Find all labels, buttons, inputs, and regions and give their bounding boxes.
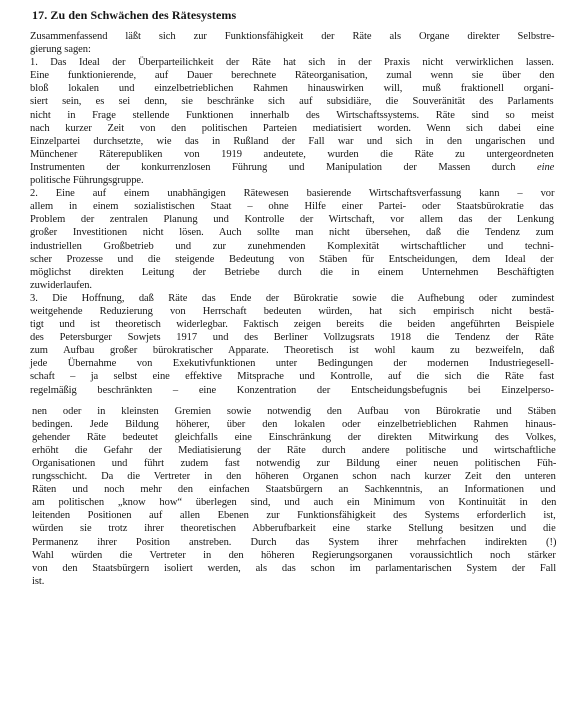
text-line: allem in einem sozialistischen Staat – ohne Hilfe einer Partei- oder Staatsbürokratie das [30,201,554,213]
text-line: Wahl würden die Vertreter in den höheren Regierungsorganen voraussichtlich noch stärker [32,549,556,561]
text-line: Problem der zentralen Planung und Kontrolle der Wirtschaft, vor allem das der Lenkung [30,214,554,226]
text-line: zuwiderlaufen. [30,279,92,291]
text-line: gierung sagen: [30,44,91,56]
text-line: 3. Die Hoffnung, daß Räte das Ende der Bürokratie sowie die Aufhebung oder zumindest [30,292,555,304]
text-line: zum Aufbau großer bürokratischer Apparate. Theoretisch ist wohl kaum zu bezweifeln, daß [30,345,555,357]
text-line: Organisationen und führt zudem fast notwendig zur Bildung einer neuen politischen Füh- [32,458,557,469]
text-line: erhöht die Gefahr der Mediatisierung der Räte durch andere politische und wirtschaftliche [32,444,556,456]
text-line: weitgehende Reduzierung von Herrschaft bedeuten würden, hat sich empirisch nicht bestä- [30,305,554,317]
text-line: Eine funktionierende, auf Dauer berechnete Räteorganisation, zumal wenn sie über den [30,70,555,82]
lower-text-block [30,405,557,588]
text-line: rungsschicht. Da die Vertreter in den höheren Organen schon nach kurzer Zeit den unteren [32,471,556,483]
text-line: 2. Eine auf einem unabhängigen Rätewesen basierende Wirtschaftsverfassung kann – vor [30,188,555,200]
text-line: leitenden Positionen auf allen Ebenen zur Funktionsfähigkeit des Systems erforderlich ist, [32,510,556,522]
text-line: jede Übernahme von Exekutivfunktionen unter Bedingungen der modernen Industriegesell- [30,358,554,370]
text-line: Zusammenfassend läßt sich zur Funktionsfähigkeit der Räte als Organe direkter Selbstre- [30,31,555,42]
text-line: siert sein, es sei denn, sie beschränke sich auf subsidiäre, die Souveränität des Parlaments [30,96,554,108]
text-line: bedingen. Jede Bildung höherer, über den lokalen oder einzelbetrieblichen Rahmen hinaus- [32,418,556,430]
text-line: Einzelpartei durchsetzte, wie das in Rußland der Fall war und sich in den ungarischen und [30,135,555,147]
text-line: Permanenz ihrer Position anstreben. Durch das System ihrer mehrfachen indirekten (!) [32,536,557,548]
text-line: Räten und noch mehr den einfachen Staatsbürgern an Sachkenntnis, an Informationen und [32,484,556,496]
text-line: gehender Räte bedeutet gleichfalls eine Einschränkung der direkten Mitwirkung des Volkes, [32,431,557,443]
text-line: des Petersburger Sowjets 1917 und des Berliner Vollzugsrats 1918 die Tendenz der Räte [30,332,554,344]
text-line: regelmäßig beschränkten – eine Konzentration der Entscheidungsbefugnis bei Einzelperso- [30,384,554,396]
text-line: von den Staatsbürgern isoliert werden, als das schon im parlamentarischen System der Fall [32,562,557,574]
text-line: nach kurzer Zeit von den politischen Parteien mediatisiert worden. Wenn sich dabei eine [30,122,554,134]
text-line: nen oder in kleinsten Gremien sowie notwendig den Aufbau von Bürokratie und Stäben [32,405,556,417]
text-line: tigt und ist theoretisch widerlegbar. Faktisch zeigen bereits die beiden angeführten Beispiele [30,319,555,331]
text-line: scher Prozesse und die steigende Bedeutung von Stäben für Entscheidungen, dem Ideal der [30,253,554,265]
text-line: industriellen Großbetrieb und zur zunehmenden Komplexität wirtschaftlicher und techni- [30,240,554,252]
text-line: bloß lokalen und einzelbetrieblichen Rahmen hinauswirken will, muß fraktionell organi- [30,83,554,95]
text-line: großer Investitionen nicht lösen. Auch sollte man nicht übersehen, daß die Tendenz zum [30,227,554,239]
text-line: politische Führungsgruppe. [30,175,144,187]
text-line: Münchener Räterepubliken von 1919 andeutete, wurden die Räte zu untergeordneten [30,148,554,160]
text-line: möglichst direkten Leitung der Betriebe durch die in einem Unternehmen Beschäftigten [30,266,554,278]
text-line: Instrumenten der konkurrenzlosen Führung und Manipulation der Massen durch eine [30,161,555,173]
block-gap [30,397,554,405]
upper-text-block [30,30,554,397]
text-line: am politischen „know how“ überlegen sind, und auch ein Minimum von Kontinuität in den [32,497,557,509]
text-line: würden sie trotz ihrer theoretischen Abberufbarkeit eine starke Stellung besitzen und die [32,523,556,535]
text-line: ist. [32,575,45,587]
text-line: schaft – ja selbst eine effektive Mitsprache und Kontrolle, auf die sich die Räte fast [30,371,555,383]
text-line: 1. Das Ideal der Überparteilichkeit der Räte hat sich in der Praxis nicht verwirklichen lassen. [30,57,554,69]
italic-word: eine [536,161,555,173]
section-heading: 17. Zu den Schwächen des Rätesystems [32,8,237,22]
text-line: nicht in Frage stellende Funktionen innerhalb des Wirtschaftssystems. Räte sind so meist [30,109,554,121]
